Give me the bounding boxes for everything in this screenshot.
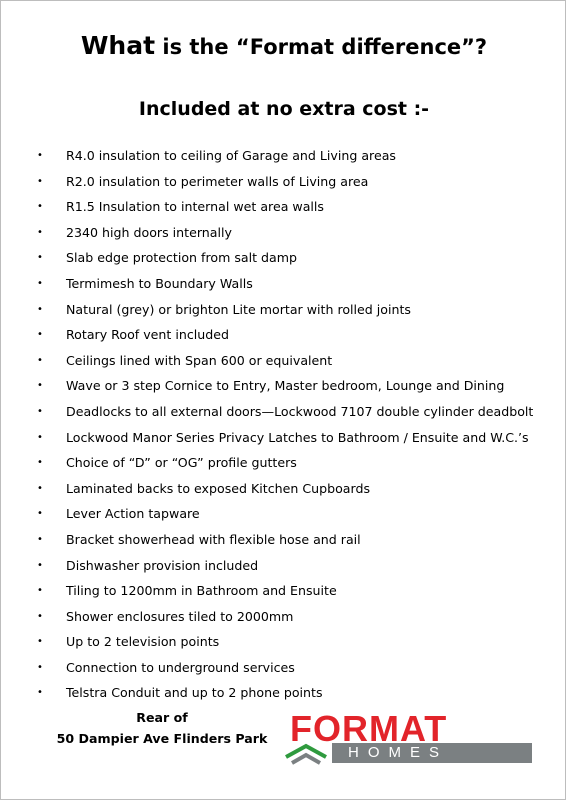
address-line-1: Rear of [136, 710, 188, 725]
list-item-text: Bracket showerhead with flexible hose and rail [66, 531, 361, 547]
bullet-icon: • [37, 636, 43, 648]
logo-homes-text: HOMES [348, 744, 449, 761]
bullet-icon: • [37, 610, 43, 622]
page-title [1, 31, 566, 60]
bullet-icon: • [37, 252, 43, 264]
list-item [37, 680, 547, 706]
list-item [37, 450, 547, 476]
bullet-icon: • [37, 150, 43, 161]
list-item-text: Tiling to 1200mm in Bathroom and Ensuite [66, 583, 337, 599]
list-item [37, 143, 547, 169]
list-item-text: Connection to underground services [66, 659, 295, 675]
page-title-part2: is the “Format difference”? [155, 35, 488, 59]
list-item-text: Dishwasher provision included [66, 557, 259, 573]
list-item [37, 553, 547, 579]
list-item-text: Telstra Conduit and up to 2 phone points [66, 685, 323, 701]
list-item [37, 655, 547, 681]
bullet-icon: • [37, 508, 43, 520]
list-item-text: Termimesh to Boundary Walls [66, 275, 253, 291]
bullet-icon: • [37, 661, 43, 673]
bullet-icon: • [37, 687, 43, 699]
bullet-icon: • [37, 175, 43, 187]
list-item [37, 425, 547, 451]
list-item-text: Choice of “D” or “OG” profile gutters [66, 455, 297, 471]
list-item [37, 297, 547, 323]
bullet-icon: • [37, 585, 43, 597]
list-item [37, 629, 547, 655]
list-item [37, 604, 547, 630]
list-item [37, 220, 547, 246]
bullet-icon: • [37, 431, 43, 443]
bullet-icon: • [37, 457, 43, 469]
list-item-text: Up to 2 television points [66, 634, 220, 650]
bullet-icon: • [37, 303, 43, 315]
bullet-icon: • [37, 380, 43, 392]
list-item-text: Wave or 3 step Cornice to Entry, Master bedroom, Lounge and Dining [66, 378, 505, 394]
bullet-icon: • [37, 482, 43, 494]
list-item [37, 501, 547, 527]
list-item-text: Shower enclosures tiled to 2000mm [66, 608, 294, 624]
list-item [37, 578, 547, 604]
list-item [37, 245, 547, 271]
list-item-text: Rotary Roof vent included [66, 327, 229, 343]
address-line-2: 50 Dampier Ave Flinders Park [56, 731, 268, 746]
list-item [37, 169, 547, 195]
list-item-text: Slab edge protection from salt damp [66, 250, 298, 266]
logo-format-text: FORMAT [290, 708, 448, 749]
section-subheading: Included at no extra cost :- [138, 98, 430, 120]
list-item [37, 348, 547, 374]
list-item-text: Ceilings lined with Span 600 or equivalent [66, 352, 333, 368]
list-item-text: Lever Action tapware [66, 506, 200, 522]
address-block [47, 707, 277, 749]
bullet-icon: • [37, 354, 43, 366]
inclusions-list [37, 143, 547, 706]
list-item-text: R4.0 insulation to ceiling of Garage and Living areas [66, 148, 396, 163]
list-item [37, 399, 547, 425]
list-item-text: Laminated backs to exposed Kitchen Cupboards [66, 480, 371, 496]
list-item [37, 373, 547, 399]
list-item-text: 2340 high doors internally [66, 224, 232, 240]
bullet-icon: • [37, 329, 43, 341]
bullet-icon: • [37, 201, 43, 213]
list-item-text: R2.0 insulation to perimeter walls of Living area [66, 173, 369, 189]
list-item [37, 527, 547, 553]
list-item-text: Deadlocks to all external doors—Lockwood 7107 double cylinder deadbolt [66, 403, 534, 419]
format-homes-logo [284, 708, 534, 767]
list-item [37, 476, 547, 502]
bullet-icon: • [37, 533, 43, 545]
list-item-text: R1.5 Insulation to internal wet area walls [66, 199, 324, 215]
list-item-text: Natural (grey) or brighton Lite mortar with rolled joints [66, 301, 411, 317]
bullet-icon: • [37, 226, 43, 238]
page-title-part1: What [80, 31, 156, 60]
bullet-icon: • [37, 405, 43, 417]
list-item-text: Lockwood Manor Series Privacy Latches to Bathroom / Ensuite and W.C.’s [66, 429, 529, 445]
bullet-icon: • [37, 277, 43, 289]
list-item [37, 194, 547, 220]
list-item [37, 322, 547, 348]
list-item [37, 271, 547, 297]
bullet-icon: • [37, 559, 43, 571]
